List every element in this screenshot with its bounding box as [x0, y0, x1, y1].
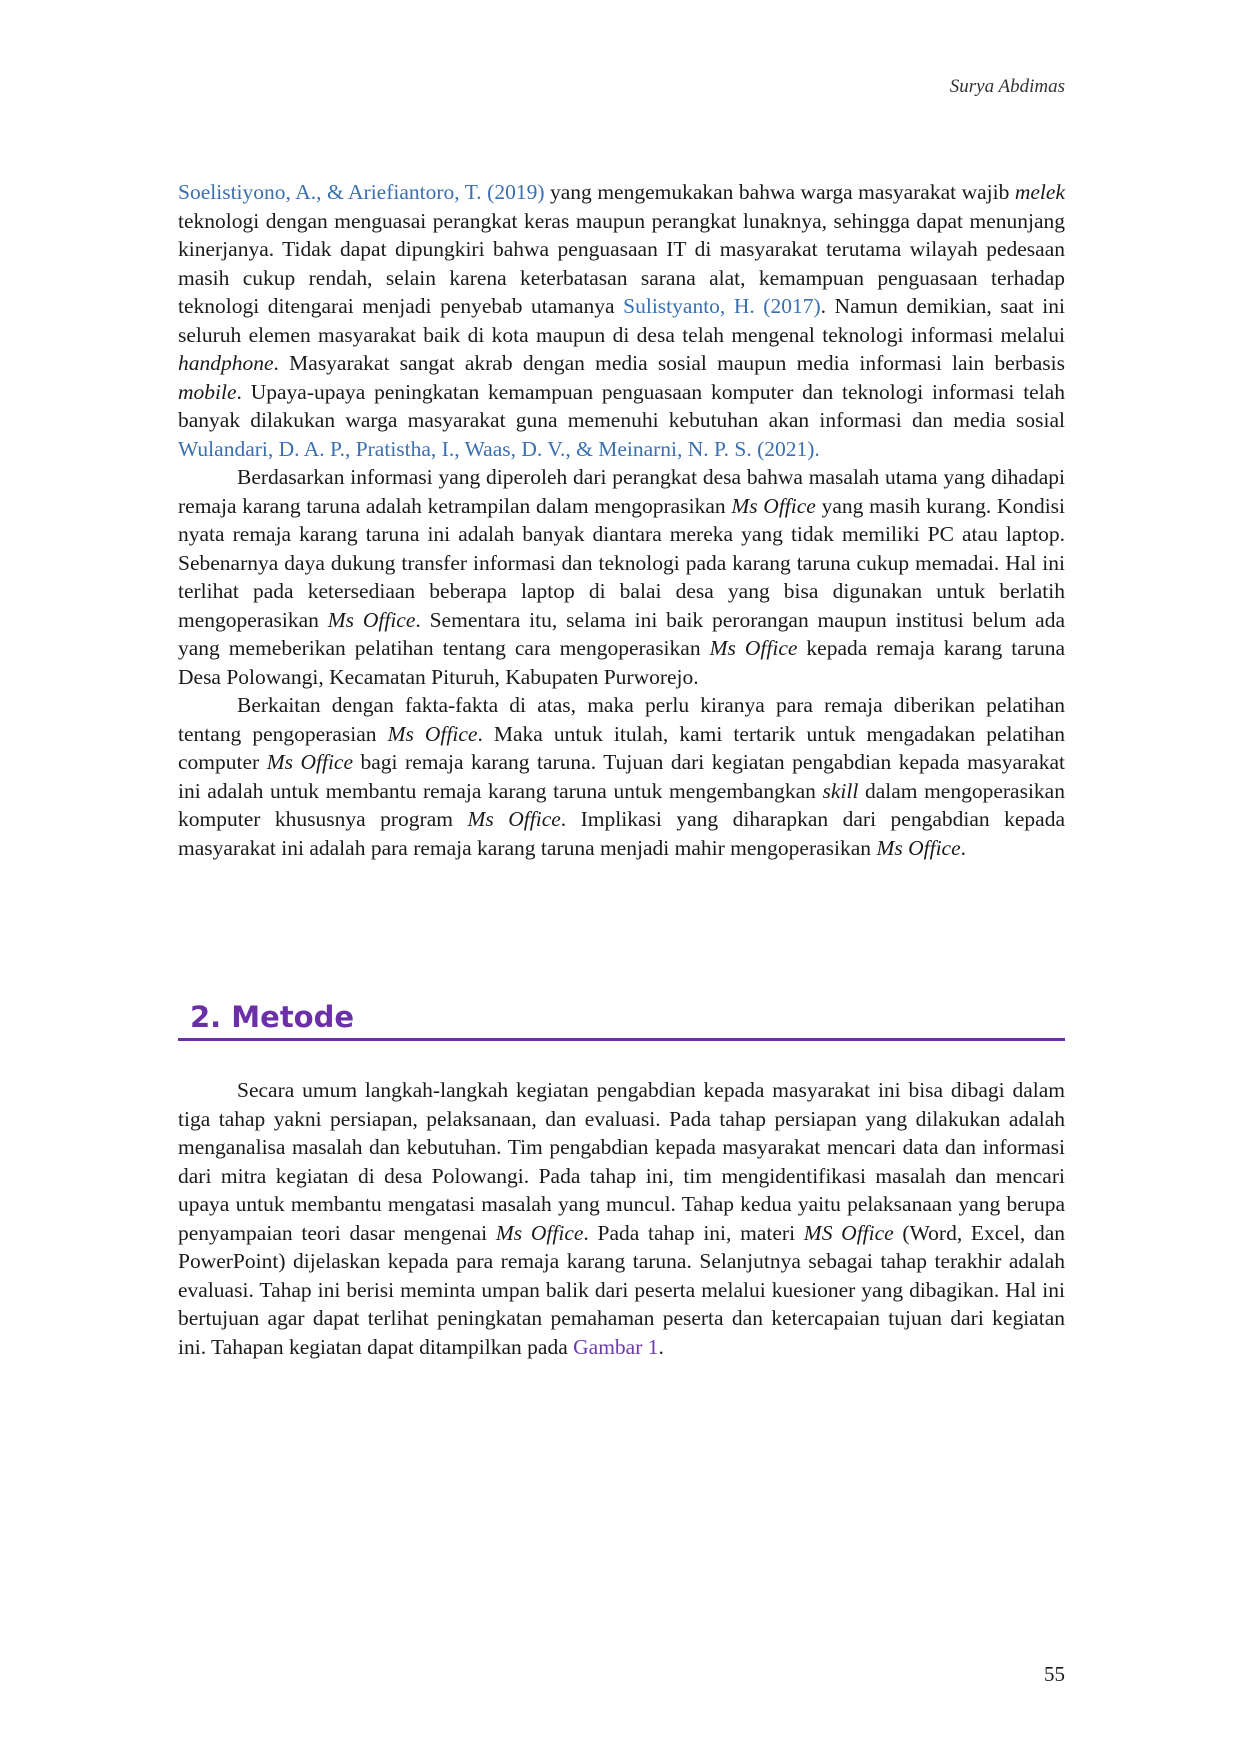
running-header: Surya Abdimas — [949, 76, 1065, 97]
italic-term: Ms Office — [387, 721, 478, 746]
paragraph: Berdasarkan informasi yang diperoleh dari perangkat desa bahwa masalah utama yang dihadapi remaja karang taruna adalah ketrampilan dalam mengoprasikan Ms Office yang masih kurang. Kondisi nyata remaja karang taruna ini adalah banyak diantara mereka yang tidak memiliki PC atau laptop. Sebenarnya daya dukung transfer informasi dan teknologi pada karang taruna cukup memadai. Hal ini terlihat pada ketersediaan beberapa laptop di balai desa yang bisa digunakan untuk berlatih mengoperasikan Ms Office. Sementara itu, selama ini baik perorangan maupun institusi belum ada yang memeberikan pelatihan tentang cara mengoperasikan Ms Office kepada remaja karang taruna Desa Polowangi, Kecamatan Pituruh, Kabupaten Purworejo. — [178, 465, 1066, 689]
italic-term: Ms Office — [709, 636, 798, 660]
italic-term: melek — [1014, 180, 1065, 204]
italic-term: Ms Office — [495, 1220, 584, 1245]
figure-reference-link[interactable]: Gambar 1 — [573, 1334, 659, 1359]
section-heading-metode — [178, 1000, 1065, 1041]
paragraph: Berkaitan dengan fakta-fakta di atas, maka perlu kiranya para remaja diberikan pelatihan tentang pengoperasian Ms Office. Maka untuk itulah, kami tertarik untuk mengadakan pelatihan computer Ms Office bagi remaja karang taruna. Tujuan dari kegiatan pengabdian kepada masyarakat ini adalah untuk membantu remaja karang taruna untuk mengembangkan skill dalam mengoperasikan komputer khususnya program Ms Office. Implikasi yang diharapkan dari pengabdian kepada masyarakat ini adalah para remaja karang taruna menjadi mahir mengoperasikan Ms Office. — [178, 693, 1066, 860]
introduction-continued — [178, 178, 1065, 862]
section-title: 2. Metode — [190, 1000, 355, 1034]
paragraph: Secara umum langkah-langkah kegiatan pengabdian kepada masyarakat ini bisa dibagi dalam tiga tahap yakni persiapan, pelaksanaan, dan evaluasi. Pada tahap persiapan yang dilakukan adalah menganalisa masalah dan kebutuhan. Tim pengabdian kepada masyarakat mencari data dan informasi dari mitra kegiatan di desa Polowangi. Pada tahap ini, tim mengidentifikasi masalah dan mencari upaya untuk membantu mengatasi masalah yang muncul. Tahap kedua yaitu pelaksanaan yang berupa penyampaian teori dasar mengenai Ms Office. Pada tahap ini, materi MS Office (Word, Excel, dan PowerPoint) dijelaskan kepada para remaja karang taruna. Selanjutnya sebagai tahap terakhir adalah evaluasi. Tahap ini berisi meminta umpan balik dari peserta melalui kuesioner yang dibagikan. Hal ini bertujuan agar dapat terlihat peningkatan pemahaman peserta dan ketercapaian tujuan dari kegiatan ini. Tahapan kegiatan dapat ditampilkan pada Gambar 1. — [178, 1078, 1066, 1359]
citation-link[interactable]: Sulistyanto, H. (2017) — [623, 294, 821, 318]
page-number: 55 — [1044, 1662, 1065, 1686]
italic-term: handphone — [178, 351, 274, 375]
italic-term: Ms Office — [731, 493, 816, 518]
italic-term: MS Office — [803, 1220, 894, 1245]
italic-term: Ms Office — [876, 835, 961, 860]
italic-term: skill — [822, 778, 859, 803]
italic-term: Ms Office — [467, 807, 561, 831]
italic-term: Ms Office — [327, 607, 416, 632]
paragraph: Soelistiyono, A., & Ariefiantoro, T. (2019) yang mengemukakan bahwa warga masyarakat wajib melek teknologi dengan menguasai perangkat keras maupun perangkat lunaknya, sehingga dapat menunjang kinerjanya. Tidak dapat dipungkiri bahwa penguasaan IT di masyarakat terutama wilayah pedesaan masih cukup rendah, selain karena keterbatasan sarana alat, kemampuan penguasaan terhadap teknologi ditengarai menjadi penyebab utamanya Sulistyanto, H. (2017). Namun demikian, saat ini seluruh elemen masyarakat baik di kota maupun di desa telah mengenal teknologi informasi melalui handphone. Masyarakat sangat akrab dengan media sosial maupun media informasi lain berbasis mobile. Upaya-upaya peningkatan kemampuan penguasaan komputer dan teknologi informasi telah banyak dilakukan warga masyarakat guna memenuhi kebutuhan akan informasi dan media sosial Wulandari, D. A. P., Pratistha, I., Waas, D. V., & Meinarni, N. P. S. (2021). — [178, 180, 1066, 461]
italic-term: Ms Office — [266, 750, 354, 774]
metode-section — [178, 1076, 1065, 1361]
italic-term: mobile — [178, 379, 237, 404]
citation-link[interactable]: Wulandari, D. A. P., Pratistha, I., Waas, D. V., & Meinarni, N. P. S. (2021). — [178, 436, 820, 461]
citation-link[interactable]: Soelistiyono, A., & Ariefiantoro, T. (2019) — [178, 180, 545, 204]
